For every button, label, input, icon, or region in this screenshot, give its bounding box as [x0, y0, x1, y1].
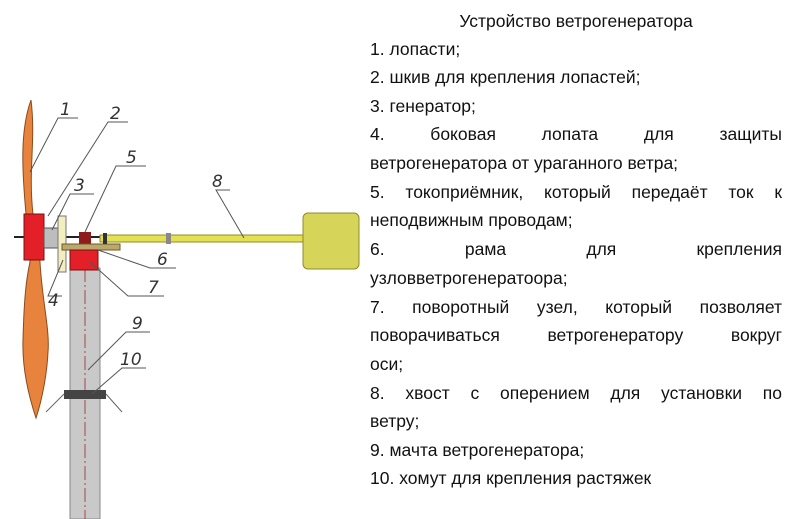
blade-hub [24, 214, 44, 260]
callout-7: 7 [148, 278, 159, 298]
tail-boom-clamp-1 [103, 233, 107, 244]
guy-wire-left [46, 394, 64, 412]
legend-item-4-line-2: ветрогенератора от ураганного ветра; [370, 153, 679, 173]
callout-2: 2 [110, 104, 121, 124]
tail-boom [100, 235, 305, 242]
legend-item-5-line-1: 5. токоприёмник, который передаёт ток к [370, 182, 782, 202]
wind-generator-drawing [0, 0, 370, 519]
legend-item-7-line-2: поворачиваться ветрогенератору вокруг [370, 325, 782, 345]
guy-wire-right [106, 394, 122, 412]
callout-1: 1 [60, 100, 71, 120]
legend-item-5-line-2: неподвижным проводам; [370, 210, 573, 230]
legend-item-8-line-1: 8. хвост с оперением для установки по [370, 383, 782, 403]
legend-item-6-line-1: 6. рама для крепления [370, 239, 782, 259]
legend-panel [370, 0, 782, 519]
legend-item-10: 10. хомут для крепления растяжек [370, 468, 652, 488]
callout-4: 4 [48, 291, 59, 311]
guy-wire-clamp [64, 390, 106, 399]
callout-6: 6 [157, 250, 168, 270]
legend-item-7-line-1: 7. поворотный узел, который позволяет [370, 297, 782, 317]
frame [62, 244, 120, 250]
legend-item-3: 3. генератор; [370, 96, 476, 116]
legend-item-2: 2. шкив для крепления лопастей; [370, 67, 641, 87]
legend-item-9: 9. мачта ветрогенератора; [370, 440, 585, 460]
legend-item-6-line-2: узловветрогенератоора; [370, 268, 568, 288]
tail-fin [303, 213, 359, 269]
callout-10: 10 [120, 350, 142, 370]
callout-5: 5 [126, 148, 137, 168]
callout-3: 3 [74, 176, 85, 196]
legend-item-4-line-1: 4. боковая лопата для защиты [370, 124, 782, 144]
tail-boom-clamp-2 [166, 233, 171, 244]
legend-item-8-line-2: ветру; [370, 411, 420, 431]
swivel-unit [70, 250, 98, 270]
legend-item-7-line-3: оси; [370, 354, 404, 374]
callout-8: 8 [212, 172, 223, 192]
legend-item-1: 1. лопасти; [370, 39, 461, 59]
diagram-title: Устройство ветрогенератора [459, 11, 693, 31]
callout-9: 9 [132, 314, 143, 334]
